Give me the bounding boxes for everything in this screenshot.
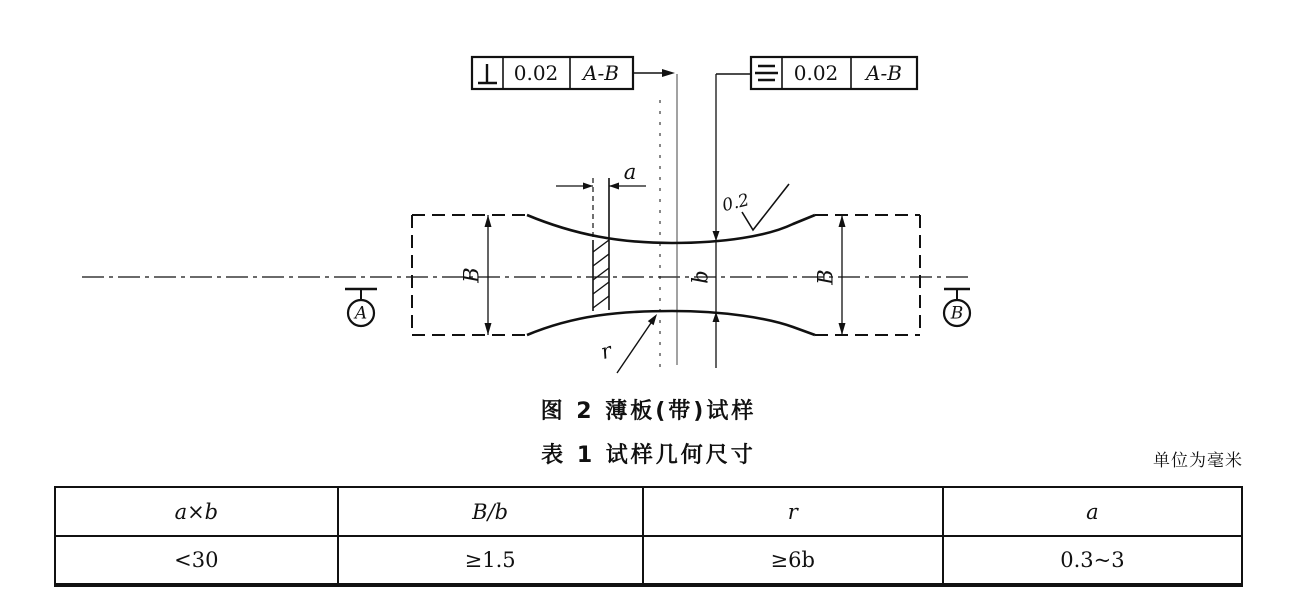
radius-leader: [598, 314, 657, 373]
roughness-mark: [720, 184, 789, 230]
datum-b: [944, 289, 970, 326]
fcf-sym-datum: A-B: [866, 61, 902, 85]
datum-a-label: A: [354, 303, 368, 324]
fcf-perp-datum: A-B: [583, 61, 619, 85]
datum-a: [345, 289, 377, 326]
figure-caption: 图 2 薄板(带)试样: [540, 399, 757, 424]
table-value-row: [55, 536, 1242, 585]
value-B-over-b: ≥1.5: [338, 536, 643, 585]
header-a: a: [943, 487, 1242, 536]
label-B-left: B: [459, 267, 484, 283]
datum-b-label: B: [950, 303, 964, 324]
dimension-B-left: [460, 215, 492, 335]
fcf-sym-tolerance: 0.02: [793, 61, 839, 85]
dimension-b: [689, 74, 720, 368]
table-header-row: [55, 487, 1242, 536]
thickness-section-band: [593, 178, 609, 311]
value-axb: <30: [55, 536, 338, 585]
unit-note: 单位为毫米: [1153, 451, 1243, 471]
header-B-over-b: B/b: [338, 487, 643, 536]
value-a: 0.3~3: [943, 536, 1242, 585]
label-r: r: [598, 338, 615, 365]
fcf-symmetry: [716, 57, 917, 89]
table-title: 表 1 试样几何尺寸: [541, 443, 756, 468]
label-B-right: B: [813, 269, 838, 285]
dimension-a: [556, 160, 646, 190]
value-r: ≥6b: [643, 536, 943, 585]
specimen-outline: [527, 215, 815, 335]
header-r: r: [643, 487, 943, 536]
fcf-perp-tolerance: 0.02: [513, 61, 559, 85]
header-axb: a×b: [55, 487, 338, 536]
fcf-perpendicularity: [472, 57, 675, 89]
label-a: a: [623, 160, 637, 184]
label-b: b: [688, 270, 713, 284]
dimension-table: [54, 486, 1243, 587]
label-roughness: 0.2: [720, 190, 752, 217]
dimension-B-right: [814, 215, 846, 335]
